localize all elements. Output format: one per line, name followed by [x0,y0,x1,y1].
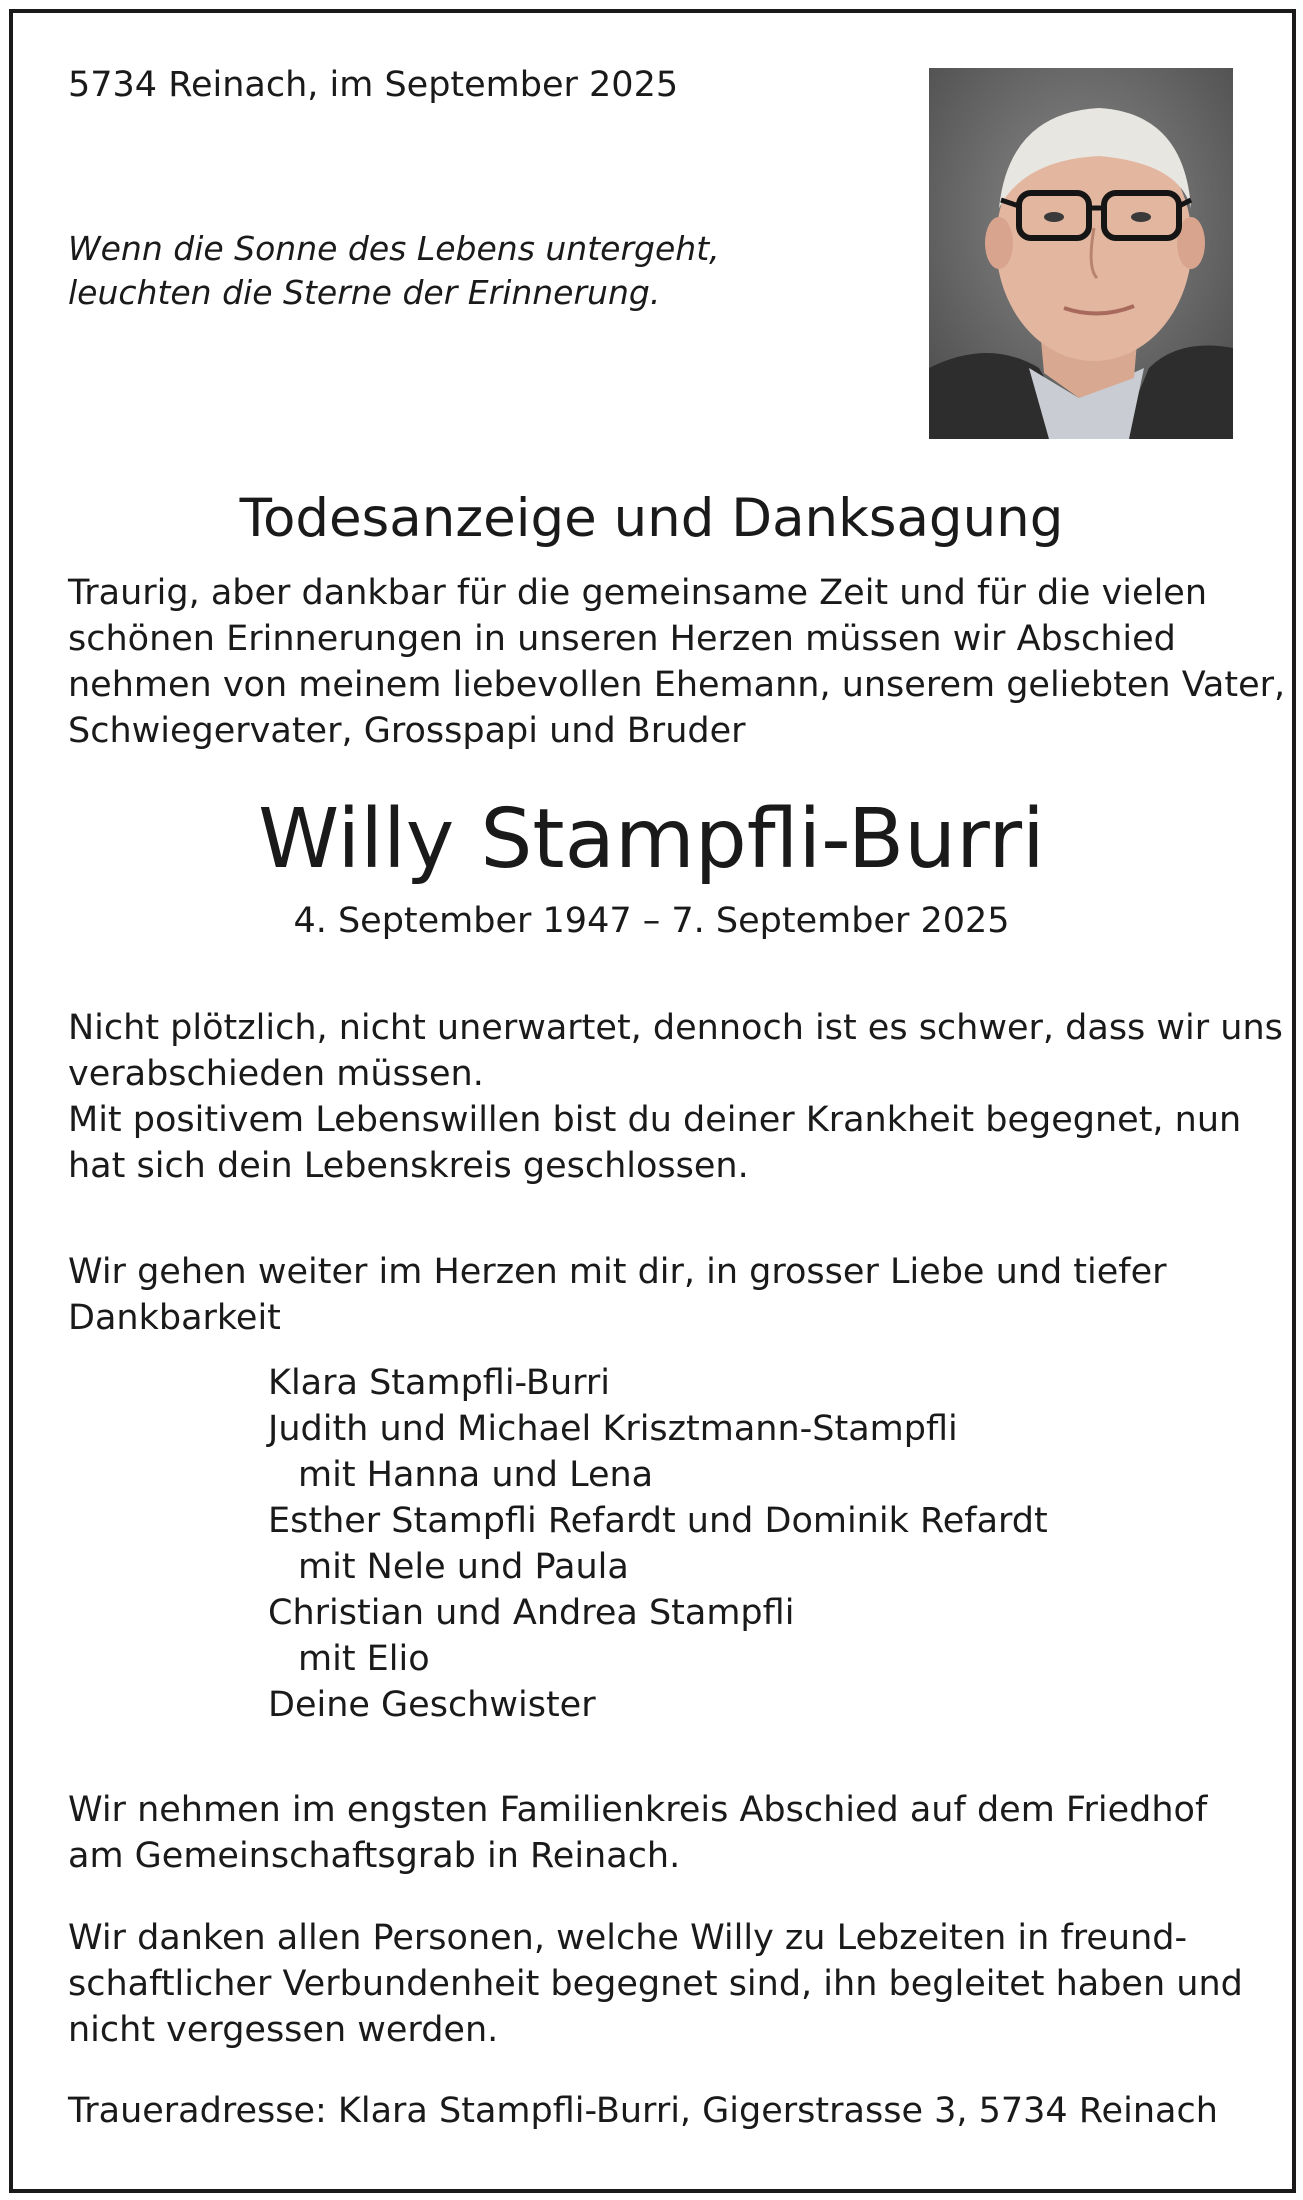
family-member: Esther Stampfli Refardt und Dominik Refardt [268,1501,1048,1541]
paragraph-line: Dankbarkeit [68,1298,281,1338]
paragraph-line: schaftlicher Verbundenheit begegnet sind, ihn begleitet haben und [68,1964,1243,2004]
intro-line: Schwiegervater, Grosspapi und Bruder [68,711,746,751]
paragraph-line: Wir nehmen im engsten Familienkreis Abschied auf dem Friedhof [68,1790,1208,1830]
life-dates: 4. September 1947 – 7. September 2025 [293,901,1010,941]
family-member: mit Hanna und Lena [298,1455,654,1495]
family-member: mit Elio [298,1639,430,1679]
intro-paragraph [68,570,1285,754]
intro-line: Traurig, aber dankbar für die gemeinsame Zeit und für die vielen [68,573,1208,613]
portrait-photo [929,68,1233,439]
paragraph-line: Mit positivem Lebenswillen bist du deiner Krankheit begegnet, nun [68,1100,1242,1140]
intro-line: schönen Erinnerungen in unseren Herzen müssen wir Abschied [68,619,1176,659]
paragraph-thanks [68,1915,1243,2053]
motto-line: leuchten die Sterne der Erinnerung. [68,273,661,312]
notice-heading: Todesanzeige und Danksagung [239,488,1064,549]
family-member: mit Nele und Paula [298,1547,629,1587]
family-member: Deine Geschwister [268,1685,596,1725]
mourning-address: Traueradresse: Klara Stampfli-Burri, Gigerstrasse 3, 5734 Reinach [68,2091,1218,2131]
family-list [268,1360,1048,1728]
intro-line: nehmen von meinem liebevollen Ehemann, unserem geliebten Vater, [68,665,1286,705]
paragraph-line: Nicht plötzlich, nicht unerwartet, dennoch ist es schwer, dass wir uns [68,1008,1283,1048]
paragraph-gratitude [68,1249,1167,1341]
deceased-name: Willy Stampfli-Burri [258,792,1045,887]
paragraph-line: hat sich dein Lebenskreis geschlossen. [68,1146,749,1186]
motto-quote [68,227,720,315]
motto-line: Wenn die Sonne des Lebens untergeht, [68,229,720,268]
paragraph-line: verabschieden müssen. [68,1054,484,1094]
paragraph-line: nicht vergessen werden. [68,2010,499,2050]
paragraph-farewell [68,1005,1283,1189]
family-member: Klara Stampfli-Burri [268,1363,611,1403]
paragraph-line: Wir gehen weiter im Herzen mit dir, in grosser Liebe und tiefer [68,1252,1167,1292]
place-date: 5734 Reinach, im September 2025 [68,65,679,105]
paragraph-funeral [68,1787,1207,1879]
family-member: Christian und Andrea Stampfli [268,1593,795,1633]
paragraph-line: Wir danken allen Personen, welche Willy zu Lebzeiten in freund- [68,1918,1188,1958]
family-member: Judith und Michael Krisztmann-Stampfli [268,1409,958,1449]
paragraph-line: am Gemeinschaftsgrab in Reinach. [68,1836,681,1876]
